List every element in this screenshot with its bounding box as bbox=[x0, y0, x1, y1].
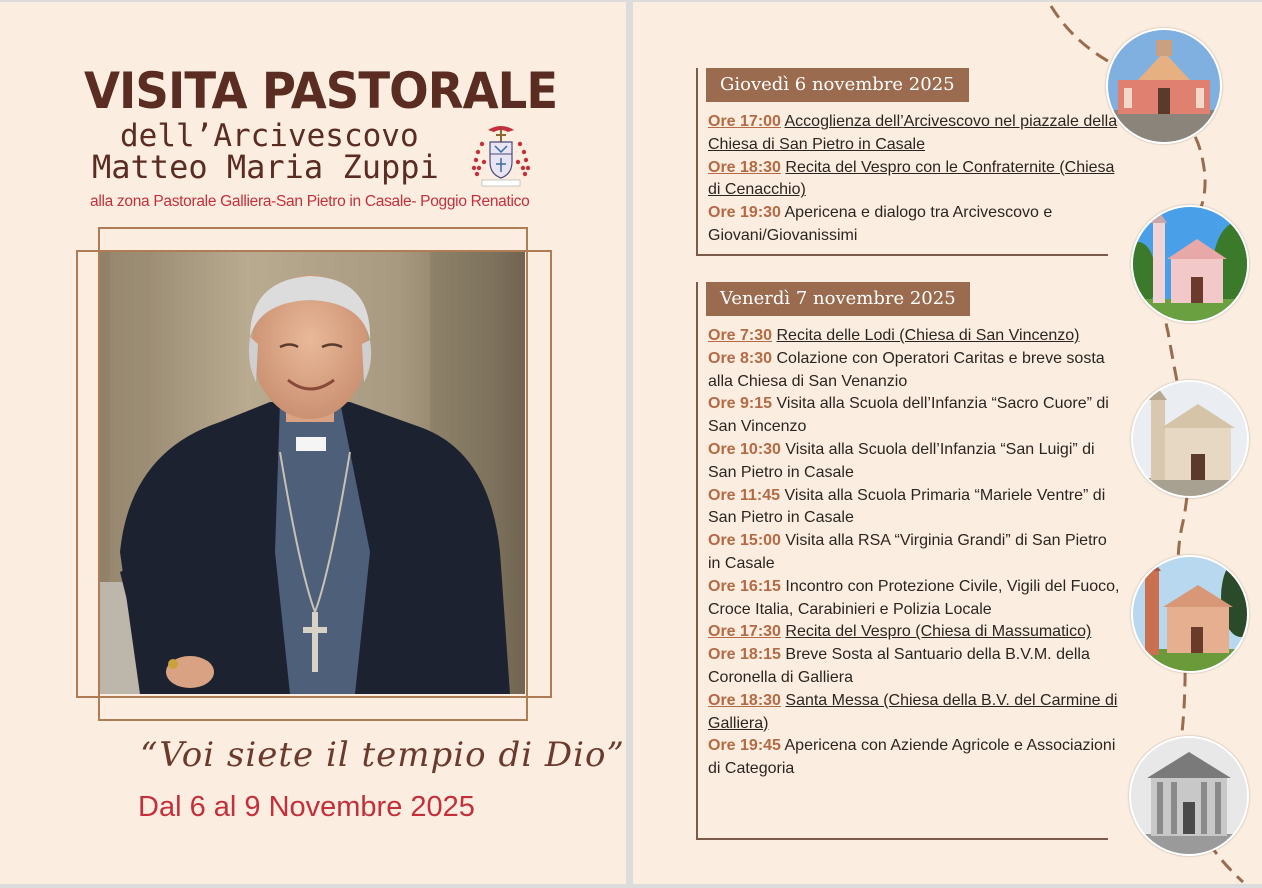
event-item: Ore 11:45 Visita alla Scuola Primaria “Mariele Ventre” di San Pietro in Casale bbox=[708, 486, 1106, 527]
title-line-2: dell’Arcivescovo bbox=[120, 118, 419, 154]
event-item: Ore 18:30 Santa Messa (Chiesa della B.V. del Carmine di Galliera) bbox=[708, 691, 1118, 732]
event-item: Ore 18:15 Breve Sosta al Santuario della B.V.M. della Coronella di Galliera bbox=[708, 646, 1090, 686]
day-2-section bbox=[696, 282, 1120, 840]
church-san-pietro-icon bbox=[1106, 28, 1222, 144]
church-massumatico-icon bbox=[1131, 555, 1249, 673]
church-cenacchio-icon bbox=[1131, 205, 1249, 323]
event-item: Ore 8:30 Colazione con Operatori Caritas e breve sosta alla Chiesa di San Venanzio bbox=[708, 349, 1105, 390]
day-2-events bbox=[708, 325, 1120, 781]
archbishop-photo bbox=[100, 252, 525, 694]
motto: “Voi siete il tempio di Dio” bbox=[140, 735, 625, 775]
event-item: Ore 7:30 Recita delle Lodi (Chiesa di San Vincenzo) bbox=[708, 327, 1080, 344]
archbishop-crest-icon bbox=[468, 122, 534, 188]
event-item: Ore 17:30 Recita del Vespro (Chiesa di Massumatico) bbox=[708, 623, 1092, 641]
subtitle: alla zona Pastorale Galliera-San Pietro in Casale- Poggio Renatico bbox=[90, 193, 530, 210]
church-san-vincenzo-icon bbox=[1131, 380, 1249, 498]
event-item: Ore 15:00 Visita alla RSA “Virginia Grandi” di San Pietro in Casale bbox=[708, 532, 1107, 572]
visit-dates: Dal 6 al 9 Novembre 2025 bbox=[138, 791, 475, 823]
title-line-1: VISITA PASTORALE bbox=[84, 62, 558, 120]
day-2-heading: Venerdì 7 novembre 2025 bbox=[706, 282, 970, 316]
event-item: Ore 10:30 Visita alla Scuola dell’Infanzia “San Luigi” di San Pietro in Casale bbox=[708, 440, 1095, 481]
event-item: Ore 19:30 Apericena e dialogo tra Arcivescovo e Giovani/Giovanissimi bbox=[708, 204, 1053, 244]
event-item: Ore 9:15 Visita alla Scuola dell’Infanzia “Sacro Cuore” di San Vincenzo bbox=[708, 395, 1109, 436]
church-galliera-icon bbox=[1129, 736, 1249, 856]
event-item: Ore 19:45 Apericena con Aziende Agricole e Associazioni di Categoria bbox=[708, 737, 1116, 778]
right-page bbox=[633, 2, 1262, 884]
event-item: Ore 17:00 Accoglienza dell’Arcivescovo nel piazzale della Chiesa di San Pietro in Casale bbox=[708, 113, 1118, 153]
event-item: Ore 18:30 Recita del Vespro con le Confraternite (Chiesa di Cenacchio) bbox=[708, 158, 1115, 199]
title-line-3: Matteo Maria Zuppi bbox=[92, 148, 439, 186]
day-1-section bbox=[696, 68, 1118, 256]
event-item: Ore 16:15 Incontro con Protezione Civile, Vigili del Fuoco, Croce Italia, Carabinieri e Polizia Locale bbox=[708, 577, 1120, 618]
day-1-heading: Giovedì 6 novembre 2025 bbox=[706, 68, 969, 102]
left-page bbox=[0, 2, 626, 884]
day-1-events bbox=[708, 111, 1120, 248]
